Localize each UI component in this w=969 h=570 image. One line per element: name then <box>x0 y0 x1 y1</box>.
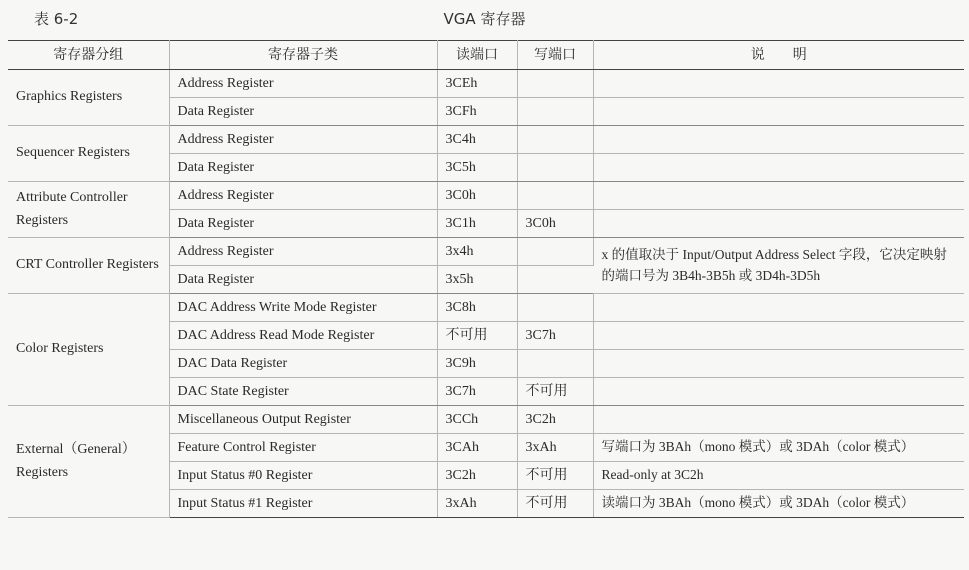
register-subclass: Address Register <box>169 70 437 98</box>
group-name: Attribute Controller Registers <box>8 182 169 238</box>
header-subclass: 寄存器子类 <box>169 41 437 70</box>
register-subclass: Feature Control Register <box>169 434 437 462</box>
write-port: 3C0h <box>517 210 593 238</box>
read-port: 3CFh <box>437 98 517 126</box>
read-port: 3x4h <box>437 238 517 266</box>
register-subclass: Input Status #0 Register <box>169 462 437 490</box>
description <box>593 210 964 238</box>
table-row <box>8 70 964 98</box>
register-subclass: Miscellaneous Output Register <box>169 406 437 434</box>
write-port: 3C7h <box>517 322 593 350</box>
table-row <box>8 182 964 210</box>
register-subclass: Input Status #1 Register <box>169 490 437 518</box>
read-port: 不可用 <box>437 322 517 350</box>
register-subclass: Address Register <box>169 182 437 210</box>
write-port: 不可用 <box>517 378 593 406</box>
description <box>593 126 964 154</box>
header-group: 寄存器分组 <box>8 41 169 70</box>
register-subclass: Data Register <box>169 154 437 182</box>
table-row <box>8 238 964 266</box>
description <box>593 294 964 322</box>
register-subclass: Data Register <box>169 210 437 238</box>
read-port: 3C4h <box>437 126 517 154</box>
vga-register-table <box>8 40 964 518</box>
table-row <box>8 406 964 434</box>
write-port <box>517 266 593 294</box>
register-subclass: DAC State Register <box>169 378 437 406</box>
description: x 的值取决于 Input/Output Address Select 字段，它决定映射的端口号为 3B4h-3B5h 或 3D4h-3D5h <box>593 238 964 294</box>
write-port <box>517 126 593 154</box>
register-subclass: Address Register <box>169 126 437 154</box>
header-write-port: 写端口 <box>517 41 593 70</box>
register-subclass: Address Register <box>169 238 437 266</box>
group-name: Sequencer Registers <box>8 126 169 182</box>
register-subclass: Data Register <box>169 98 437 126</box>
read-port: 3CEh <box>437 70 517 98</box>
write-port: 3C2h <box>517 406 593 434</box>
header-read-port: 读端口 <box>437 41 517 70</box>
register-subclass: DAC Address Read Mode Register <box>169 322 437 350</box>
read-port: 3C1h <box>437 210 517 238</box>
register-subclass: Data Register <box>169 266 437 294</box>
write-port <box>517 98 593 126</box>
read-port: 3CAh <box>437 434 517 462</box>
group-name: Color Registers <box>8 294 169 406</box>
group-name: External（General） Registers <box>8 406 169 518</box>
write-port <box>517 154 593 182</box>
table-number: 表 6-2 <box>34 10 79 28</box>
read-port: 3C7h <box>437 378 517 406</box>
description <box>593 98 964 126</box>
read-port: 3x5h <box>437 266 517 294</box>
write-port <box>517 238 593 266</box>
read-port: 3C8h <box>437 294 517 322</box>
read-port: 3xAh <box>437 490 517 518</box>
description <box>593 350 964 378</box>
register-subclass: DAC Address Write Mode Register <box>169 294 437 322</box>
group-name: CRT Controller Registers <box>8 238 169 294</box>
header-row <box>8 41 964 70</box>
write-port: 不可用 <box>517 490 593 518</box>
description: 读端口为 3BAh（mono 模式）或 3DAh（color 模式） <box>593 490 964 518</box>
table-title: VGA 寄存器 <box>443 10 526 28</box>
description <box>593 154 964 182</box>
read-port: 3C0h <box>437 182 517 210</box>
table-row <box>8 126 964 154</box>
description <box>593 378 964 406</box>
description <box>593 70 964 98</box>
description: 写端口为 3BAh（mono 模式）或 3DAh（color 模式） <box>593 434 964 462</box>
description <box>593 182 964 210</box>
write-port <box>517 182 593 210</box>
write-port <box>517 294 593 322</box>
read-port: 3CCh <box>437 406 517 434</box>
header-description: 说 明 <box>593 41 964 70</box>
write-port <box>517 70 593 98</box>
table-row <box>8 294 964 322</box>
read-port: 3C2h <box>437 462 517 490</box>
write-port <box>517 350 593 378</box>
description <box>593 322 964 350</box>
description <box>593 406 964 434</box>
read-port: 3C5h <box>437 154 517 182</box>
group-name: Graphics Registers <box>8 70 169 126</box>
write-port: 3xAh <box>517 434 593 462</box>
read-port: 3C9h <box>437 350 517 378</box>
register-subclass: DAC Data Register <box>169 350 437 378</box>
description: Read-only at 3C2h <box>593 462 964 490</box>
write-port: 不可用 <box>517 462 593 490</box>
